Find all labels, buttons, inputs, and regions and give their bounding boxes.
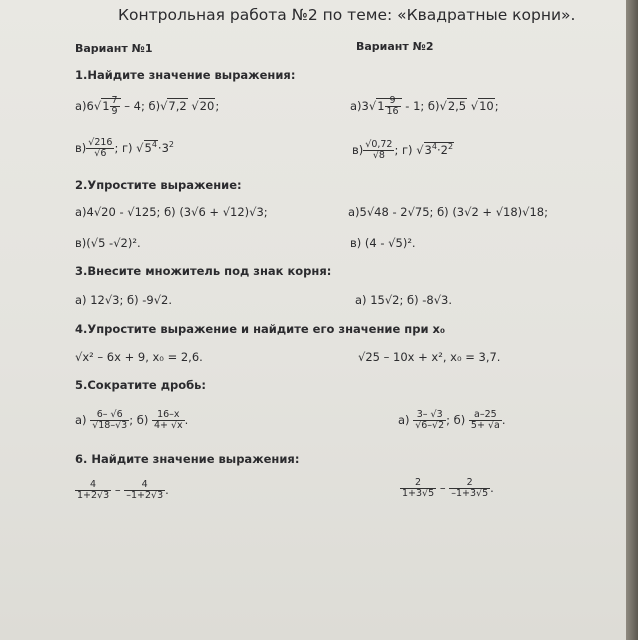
v2-task6-minus: – [439,480,446,495]
v2-task1-line1 [350,96,499,117]
v2-task5-a-num: 3– √3 [413,410,446,421]
v2-task1-a-end: ; [494,98,499,113]
v2-task6-den1: 1+3√5 [402,487,435,499]
v2-task5-b-num: a–25 [469,410,502,421]
v2-task1-a-den: 16 [386,105,399,117]
v1-task5-b-num: 16–x [152,410,185,421]
v1-task1-a-prefix: а)6 [75,98,94,113]
v1-task6-minus: – [114,482,121,497]
v1-task1-line2: в) $\frac{√216}{√6}$ ; г) $√5^4\cdot 3^2$ [75,137,174,159]
v1-task6-den1: 1+2√3 [77,489,110,501]
v1-task5-a-prefix: а) [75,412,87,427]
task-2-heading: 2.Упростите выражение: [75,178,242,192]
v1-task6 [75,480,169,501]
v1-task1-a-post: – 4; б) [124,98,161,113]
v1-task1-d-base2: 3 [161,140,169,155]
v1-task1-a-end: ; [215,98,220,113]
v2-task1-c-post: ; г) [394,142,413,157]
v2-task6-num2: 2 [449,478,490,489]
task-3-heading: 3.Внесите множитель под знак корня: [75,264,332,278]
task-5-heading: 5.Сократите дробь: [75,378,207,392]
v1-task1-d-exp1: 4 [151,140,157,150]
v1-task1-a-num: 7 [111,95,118,106]
v1-task6-den2: –1+2√3 [126,489,164,501]
v1-task1-d-exp2: 2 [168,140,174,150]
v2-task1-b-r1: 2,5 [447,98,467,113]
v1-task1-a-integer: 1 [102,98,110,113]
v1-task1-b-r1: 7,2 [168,98,187,113]
v1-task6-num2: 4 [124,480,165,491]
task-4-heading: 4.Упростите выражение и найдите его значение при x₀ [75,322,445,336]
v2-task5-a-den: √6–√2 [415,419,445,431]
v2-task1-c-num: √0,72 [365,139,393,150]
v1-task1-c-prefix: в) [75,140,87,155]
v1-task1-c-den: √6 [94,147,107,159]
v1-task1-d-base: 5 [144,140,152,155]
v2-task1-d-base2: 2 [440,142,448,157]
variant-2-heading: Вариант №2 [356,40,434,53]
v2-task6-den2: –1+3√5 [451,487,489,499]
v1-task2-line2: в)(√5 -√2)². [75,236,141,250]
v1-task5 [75,410,188,431]
task-1-heading: 1.Найдите значение выражения: [75,68,296,82]
v2-task5-end: . [501,412,506,427]
v2-task1-c-den: √8 [372,149,385,161]
v1-task1-a-den: 9 [111,105,118,117]
page-title: Контрольная работа №2 по теме: «Квадратные корни». [118,6,576,24]
v1-task6-end: . [165,482,169,497]
v2-task2-line1: а)5√48 - 2√75; б) (3√2 + √18)√18; [348,205,548,219]
v1-task5-b-prefix: ; б) [129,412,149,427]
v1-task1-a-radical: √1 $\frac{7}{9}$ [94,98,121,113]
v2-task1-b-radical: √2,5 √10 [439,98,494,113]
v1-task5-a-num: 6– √6 [90,410,129,421]
v1-task2-line1: а)4√20 - √125; б) (3√6 + √12)√3; [75,205,268,219]
v1-task1-c-num: √216 [88,137,113,148]
page-edge-shadow [626,0,638,640]
v2-task6-end: . [490,480,494,495]
v2-task4: √25 – 10x + x², x₀ = 3,7. [358,350,501,364]
v2-task1-d-exp2: 2 [447,142,454,152]
task-6-heading: 6. Найдите значение выражения: [75,452,300,466]
v2-task1-d-exp1: 4 [431,142,437,152]
variant-1-heading: Вариант №1 [75,42,153,55]
v2-task1-a-post: - 1; б) [405,98,440,113]
v2-task1-a-prefix: а)3 [350,98,369,113]
v1-task5-end: . [184,412,189,427]
v2-task1-d-base: 3 [424,142,432,157]
v2-task6-num1: 2 [400,478,436,489]
v1-task4: √x² – 6x + 9, x₀ = 2,6. [75,350,203,364]
v1-task3: а) 12√3; б) -9√2. [75,293,172,307]
v1-task5-b-den: 4+ √x [153,419,183,431]
v2-task3: а) 15√2; б) -8√3. [355,293,452,307]
v1-task6-num1: 4 [75,480,111,491]
v2-task2-line2: в) (4 - √5)². [350,236,416,250]
v2-task1-line2: в) $\frac{√0,72}{√8}$ ; г) $√3^4\cdot 2^2$ [352,139,454,161]
v2-task1-a-radical: √1 $\frac{9}{16}$ [369,98,402,113]
v1-task1-b-radical: √7,2 √20 [160,98,215,113]
v1-task1-c-post: ; г) [114,140,133,155]
v2-task1-c-prefix: в) [352,142,364,157]
v1-task1-b-r2: 20 [199,98,215,113]
v2-task1-a-num: 9 [385,96,401,107]
v2-task5-b-prefix: ; б) [446,412,466,427]
v1-task1-line1 [75,96,219,117]
v2-task5-b-den: 5+ √a [470,419,500,431]
v2-task5 [398,410,505,431]
v1-task5-a-den: √18–√3 [92,419,128,431]
v2-task1-b-r2: 10 [479,98,494,113]
v2-task6 [400,478,494,499]
v2-task1-a-integer: 1 [377,98,385,113]
v2-task5-a-prefix: а) [398,412,410,427]
